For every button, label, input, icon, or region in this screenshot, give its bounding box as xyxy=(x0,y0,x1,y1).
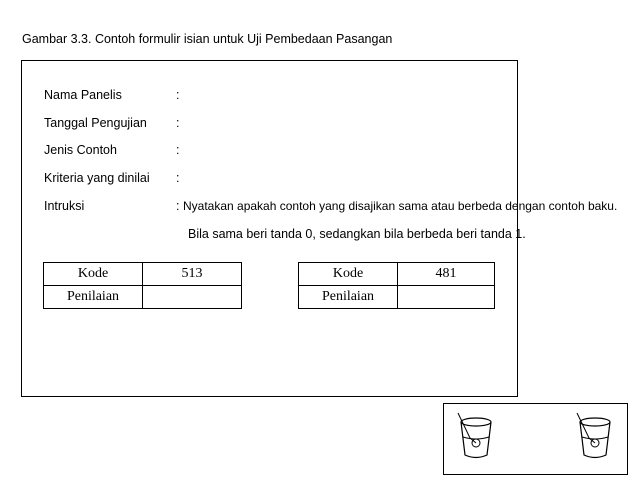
instruction-text: Nyatakan apakah contoh yang disajikan sama atau berbeda dengan contoh baku. xyxy=(183,199,618,213)
field-label-kriteria: Kriteria yang dinilai xyxy=(44,171,150,185)
penilaian-label: Penilaian xyxy=(44,286,143,309)
sample-code: 513 xyxy=(143,263,242,286)
score-cell[interactable] xyxy=(143,286,242,309)
field-colon: : xyxy=(176,88,180,102)
instruction-text-line2: Bila sama beri tanda 0, sedangkan bila berbeda beri tanda 1. xyxy=(188,227,526,241)
field-colon: : xyxy=(176,116,180,130)
field-colon: : xyxy=(176,171,180,185)
score-table-1 xyxy=(43,262,242,309)
score-table-2 xyxy=(298,262,495,309)
field-label-jenis-contoh: Jenis Contoh xyxy=(44,143,117,157)
field-label-tanggal-pengujian: Tanggal Pengujian xyxy=(44,116,147,130)
field-label-intruksi: Intruksi xyxy=(44,199,85,213)
table-row xyxy=(299,263,495,286)
field-label-nama-panelis: Nama Panelis xyxy=(44,88,122,102)
figure-caption: Gambar 3.3. Contoh formulir isian untuk Uji Pembedaan Pasangan xyxy=(22,32,393,46)
table-row xyxy=(299,286,495,309)
kode-label: Kode xyxy=(44,263,143,286)
penilaian-label: Penilaian xyxy=(299,286,398,309)
kode-label: Kode xyxy=(299,263,398,286)
field-colon: : xyxy=(176,143,180,157)
sample-code: 481 xyxy=(398,263,495,286)
score-cell[interactable] xyxy=(398,286,495,309)
cup-with-straw-icon xyxy=(456,410,496,466)
cup-with-straw-icon xyxy=(575,410,615,466)
table-row xyxy=(44,263,242,286)
field-colon: : xyxy=(176,199,180,213)
table-row xyxy=(44,286,242,309)
cups-illustration-box xyxy=(443,403,628,475)
